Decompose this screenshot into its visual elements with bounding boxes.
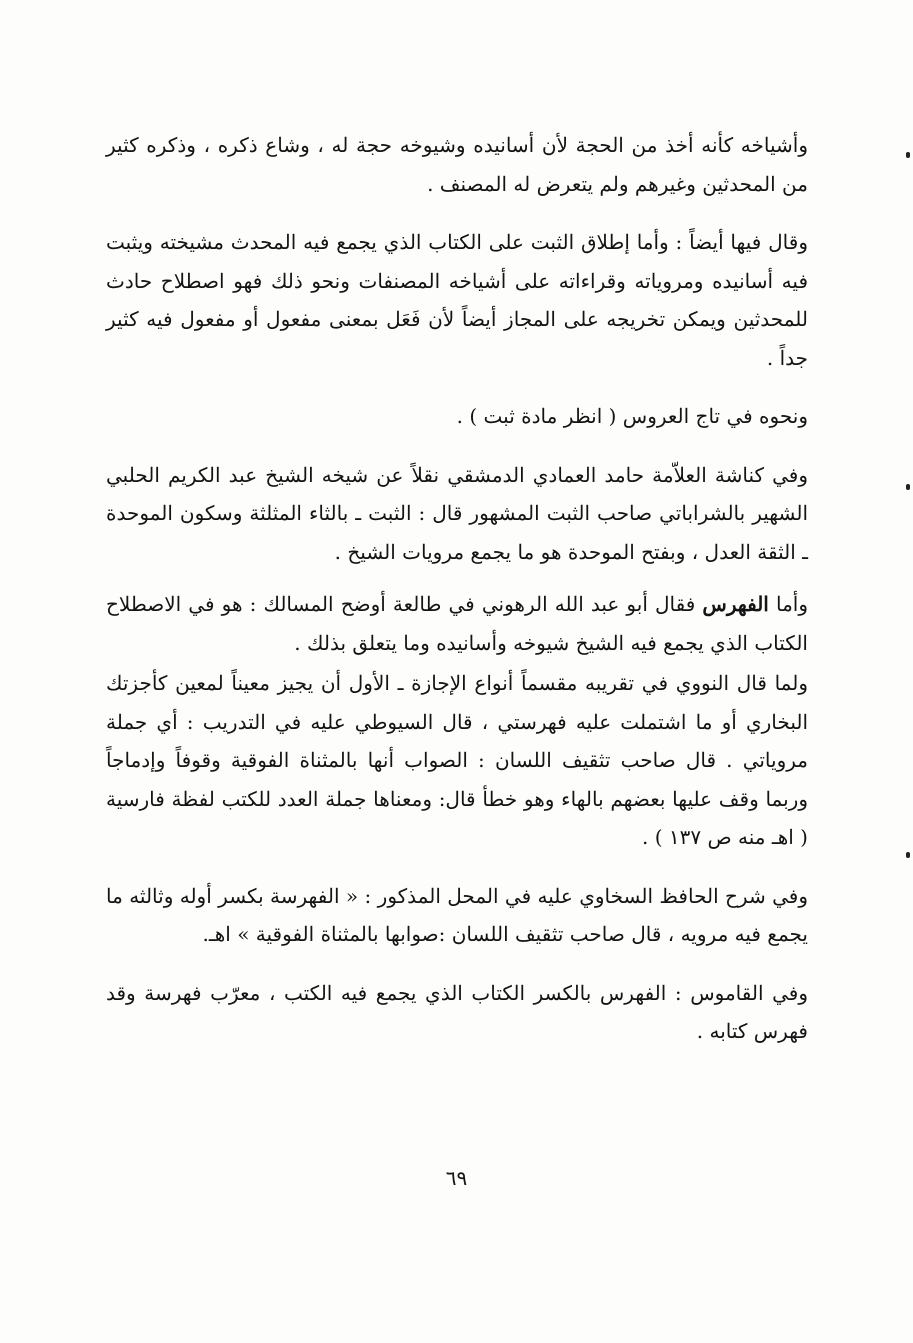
term-fihris: الفهرس bbox=[702, 592, 769, 616]
paragraph-7-text: وفي شرح الحافظ السخاوي عليه في المحل المذكور : « الفهرسة بكسر أوله وثالثه ما يجمع فيه مرويه ، قال صاحب تثقيف اللسان :صوابها بالمثناة الفوقية » اهـ. bbox=[106, 883, 808, 946]
paragraph-7 bbox=[106, 877, 808, 954]
paragraph-3 bbox=[106, 397, 808, 436]
margin-dot-mark bbox=[906, 152, 910, 158]
paragraph-5-text-start: وأما bbox=[768, 592, 808, 616]
paragraph-5 bbox=[106, 585, 808, 662]
paragraph-2 bbox=[106, 223, 808, 377]
paragraph-4 bbox=[106, 456, 808, 572]
page-number: ٦٩ bbox=[445, 1166, 468, 1190]
margin-dot-mark bbox=[906, 852, 910, 858]
paragraph-2-text: وقال فيها أيضاً : وأما إطلاق الثبت على الكتاب الذي يجمع فيه المحدث مشيخته ويثبت فيه أسانيده ومروياته وقراءاته على أشياخه المصنفات ونحو ذلك فهو اصطلاح حادث للمحدثين ويمكن تخريجه على المجاز أيضاً لأن فَعَل بمعنى مفعول أو مفعول فيه كثير جداً . bbox=[106, 230, 808, 370]
paragraph-1-text: وأشياخه كأنه أخذ من الحجة لأن أسانيده وشيوخه حجة له ، وشاع ذكره ، وذكره كثير من المحدثين وغيرهم ولم يتعرض له المصنف . bbox=[106, 133, 808, 196]
paragraph-8 bbox=[106, 974, 808, 1051]
paragraph-8-text: وفي القاموس : الفهرس بالكسر الكتاب الذي يجمع فيه الكتب ، معرّب فهرسة وقد فهرس كتابه . bbox=[106, 980, 808, 1043]
paragraph-3-text: ونحوه في تاج العروس ( انظر مادة ثبت ) . bbox=[456, 404, 808, 428]
paragraph-6-text: ولما قال النووي في تقريبه مقسماً أنواع الإجازة ـ الأول أن يجيز معيناً لمعين كأجزتك البخاري أو ما اشتملت عليه فهرستي ، قال السيوطي عليه في التدريب : أي جملة مروياتي . قال صاحب تثقيف اللسان : الصواب أنها بالمثناة الفوقية وقوفاً وإدماجاً وربما وقف عليها بعضهم بالهاء وهو خطأ قال: ومعناها جملة العدد للكتب لفظة فارسية ( اهـ منه ص ١٣٧ ) . bbox=[106, 671, 809, 849]
paragraph-1 bbox=[106, 126, 808, 203]
margin-dot-mark bbox=[906, 484, 910, 490]
paragraph-4-text: وفي كناشة العلاّمة حامد العمادي الدمشقي نقلاً عن شيخه الشيخ عبد الكريم الحلبي الشهير بالشراباتي صاحب الثبت المشهور قال : الثبت ـ بالثاء المثلثة وسكون الموحدة ـ الثقة العدل ، وبفتح الموحدة هو ما يجمع مرويات الشيخ . bbox=[106, 462, 808, 564]
paragraph-6 bbox=[106, 664, 808, 857]
paragraph-5-text-end: فقال أبو عبد الله الرهوني في طالعة أوضح المسالك : هو في الاصطلاح الكتاب الذي يجمع فيه الشيخ شيوخه وأسانيده وما يتعلق بذلك . bbox=[106, 592, 808, 655]
body-text bbox=[106, 126, 808, 1051]
